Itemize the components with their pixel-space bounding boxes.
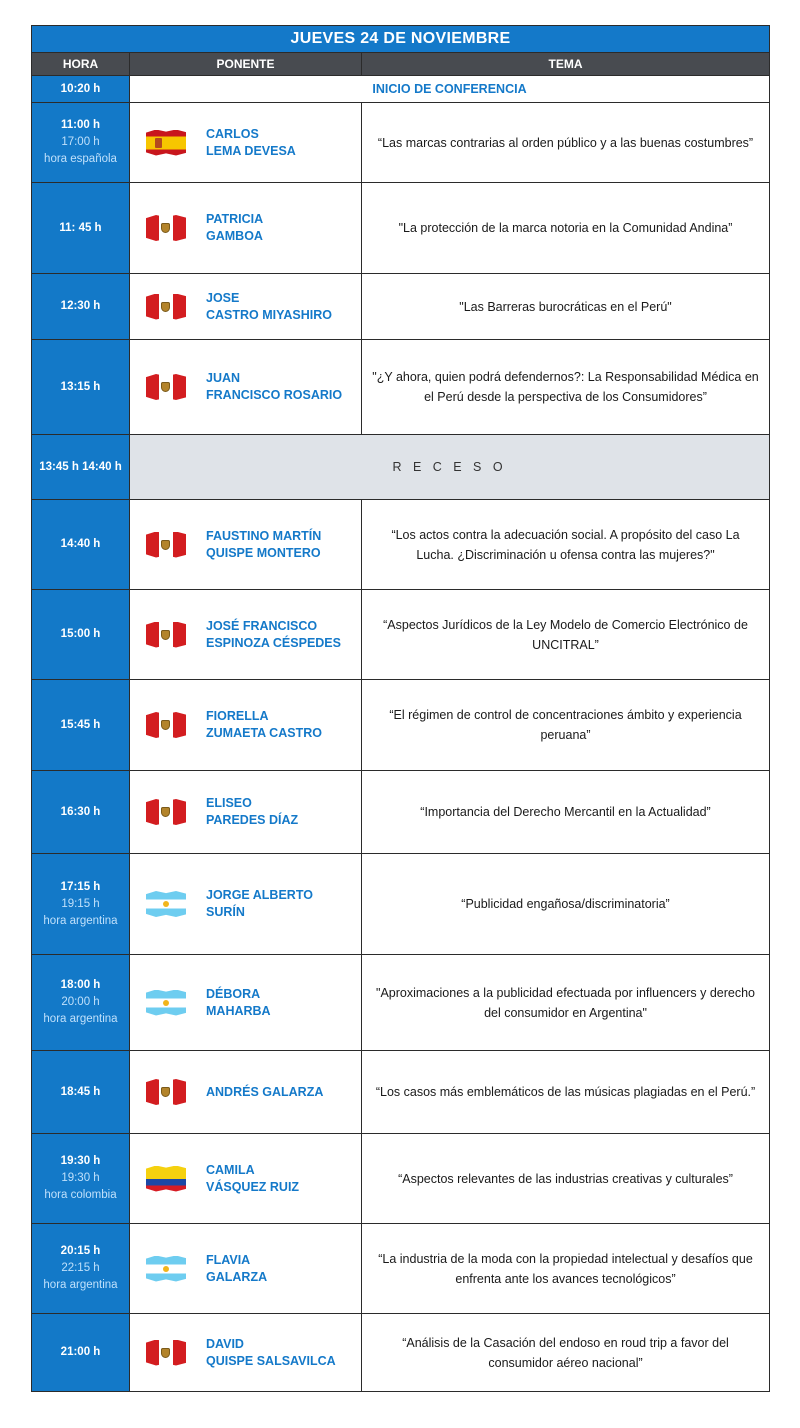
speaker-cell — [130, 854, 362, 955]
local-time-label: hora colombia — [44, 1189, 117, 1201]
local-time: 19:15 h — [61, 897, 100, 910]
speaker-name — [206, 290, 332, 324]
time-main: 12:30 h — [60, 300, 101, 312]
local-time-label: hora argentina — [43, 914, 118, 927]
speaker-cell — [130, 955, 362, 1051]
argentina-flag-icon — [146, 1256, 186, 1282]
topic-cell: "Aproximaciones a la publicidad efectuada por influencers y derecho del consumidor en Argentina" — [362, 955, 770, 1051]
time-cell — [32, 183, 130, 274]
topic-cell: “Análisis de la Casación del endoso en roud trip a favor del consumidor aéreo nacional” — [362, 1314, 770, 1392]
break-label: R E C E S O — [130, 435, 770, 500]
argentina-flag-icon — [146, 891, 186, 917]
time-cell — [32, 680, 130, 771]
inicio-label: INICIO DE CONFERENCIA — [130, 76, 770, 103]
speaker-first-name: PATRICIA — [206, 212, 264, 226]
schedule-row — [32, 854, 770, 955]
speaker-first-name: FIORELLA — [206, 709, 269, 723]
peru-flag-icon — [146, 374, 186, 400]
speaker-cell — [130, 500, 362, 590]
time-cell: 10:20 h — [32, 76, 130, 103]
time-cell — [32, 500, 130, 590]
speaker-first-name: ANDRÉS GALARZA — [206, 1084, 324, 1099]
speaker-last-name: CASTRO MIYASHIRO — [206, 307, 332, 322]
colombia-flag-icon — [146, 1166, 186, 1192]
speaker-cell — [130, 340, 362, 435]
time-cell — [32, 590, 130, 680]
topic-cell: “Aspectos relevantes de las industrias creativas y culturales” — [362, 1134, 770, 1224]
peru-flag-icon — [146, 712, 186, 738]
speaker-cell — [130, 1224, 362, 1314]
time-cell — [32, 1134, 130, 1224]
topic-cell: “Las marcas contrarias al orden público y a las buenas costumbres” — [362, 103, 770, 183]
schedule-row — [32, 274, 770, 340]
speaker-last-name: SURÍN — [206, 905, 245, 919]
local-time-label: hora española — [44, 153, 117, 165]
speaker-cell — [130, 590, 362, 680]
speaker-last-name: ESPINOZA CÉSPEDES — [206, 635, 341, 650]
speaker-cell — [130, 274, 362, 340]
speaker-first-name: ELISEO — [206, 796, 252, 810]
schedule-row — [32, 590, 770, 680]
local-time: 19:30 h — [61, 1172, 100, 1184]
speaker-last-name: QUISPE MONTERO — [206, 545, 321, 560]
speaker-last-name: PAREDES DÍAZ — [206, 813, 299, 827]
schedule-row — [32, 771, 770, 854]
local-time: 22:15 h — [61, 1262, 100, 1274]
speaker-name — [206, 1162, 299, 1196]
speaker-cell — [130, 680, 362, 771]
speaker-name — [206, 126, 296, 160]
peru-flag-icon — [146, 294, 186, 320]
speaker-cell — [130, 771, 362, 854]
time-main: 15:00 h — [60, 628, 101, 640]
time-cell — [32, 103, 130, 183]
topic-cell: “Los casos más emblemáticos de las músicas plagiadas en el Perú.” — [362, 1051, 770, 1134]
time-main: 13:15 h — [60, 380, 101, 393]
schedule-row — [32, 1314, 770, 1392]
time-main: 20:15 h — [60, 1245, 101, 1257]
topic-cell: "Las Barreras burocráticas en el Perú" — [362, 274, 770, 340]
local-time-label: hora argentina — [43, 1013, 118, 1025]
time-cell — [32, 854, 130, 955]
spain-flag-icon — [146, 130, 186, 156]
time-main: 11: 45 h — [59, 221, 102, 234]
speaker-last-name: MAHARBA — [206, 1003, 271, 1018]
speaker-first-name: JOSÉ FRANCISCO — [206, 618, 318, 633]
schedule-row — [32, 103, 770, 183]
schedule-row — [32, 1224, 770, 1314]
speaker-name — [206, 211, 263, 245]
speaker-name — [206, 887, 313, 921]
speaker-name — [206, 1084, 323, 1101]
time-cell — [32, 340, 130, 435]
time-cell: 13:45 h 14:40 h — [32, 435, 130, 500]
schedule-table — [31, 25, 770, 1392]
speaker-first-name: FAUSTINO MARTÍN — [206, 528, 322, 543]
column-header-hora: HORA — [32, 53, 130, 76]
time-main: 16:30 h — [60, 805, 101, 818]
speaker-last-name: VÁSQUEZ RUIZ — [206, 1179, 300, 1194]
speaker-cell — [130, 1314, 362, 1392]
speaker-first-name: CARLOS — [206, 126, 259, 141]
speaker-last-name: GAMBOA — [206, 229, 263, 243]
topic-cell: “Los actos contra la adecuación social. A propósito del caso La Lucha. ¿Discriminación u ofensa contra las mujeres?" — [362, 500, 770, 590]
speaker-last-name: GALARZA — [206, 1269, 268, 1284]
local-time: 20:00 h — [61, 996, 100, 1008]
speaker-last-name: FRANCISCO ROSARIO — [206, 388, 343, 402]
peru-flag-icon — [146, 799, 186, 825]
peru-flag-icon — [146, 215, 186, 241]
speaker-last-name: LEMA DEVESA — [206, 143, 296, 158]
speaker-first-name: JUAN — [206, 371, 241, 385]
speaker-first-name: JOSE — [206, 290, 240, 305]
speaker-cell — [130, 183, 362, 274]
speaker-cell — [130, 103, 362, 183]
peru-flag-icon — [146, 622, 186, 648]
time-main: 19:30 h — [60, 1155, 101, 1167]
schedule-row — [32, 1051, 770, 1134]
speaker-name — [206, 795, 298, 829]
time-main: 11:00 h — [61, 119, 100, 131]
schedule-row — [32, 1134, 770, 1224]
schedule-title: JUEVES 24 DE NOVIEMBRE — [32, 26, 770, 53]
peru-flag-icon — [146, 1340, 186, 1366]
time-cell — [32, 771, 130, 854]
speaker-last-name: QUISPE SALSAVILCA — [206, 1353, 336, 1368]
speaker-first-name: DÉBORA — [206, 986, 261, 1001]
peru-flag-icon — [146, 532, 186, 558]
topic-cell: “El régimen de control de concentraciones ámbito y experiencia peruana” — [362, 680, 770, 771]
speaker-first-name: FLAVIA — [206, 1252, 251, 1267]
speaker-first-name: DAVID — [206, 1336, 244, 1351]
time-main: 15:45 h — [60, 718, 101, 731]
topic-cell: "¿Y ahora, quien podrá defendernos?: La Responsabilidad Médica en el Perú desde la perspectiva de los Consumidores” — [362, 340, 770, 435]
column-header-tema: TEMA — [362, 53, 770, 76]
speaker-cell — [130, 1051, 362, 1134]
speaker-last-name: ZUMAETA CASTRO — [206, 726, 322, 740]
schedule-table-container — [31, 25, 769, 1392]
argentina-flag-icon — [146, 990, 186, 1016]
speaker-first-name: JORGE ALBERTO — [206, 888, 313, 902]
schedule-row — [32, 500, 770, 590]
time-main: 14:40 h — [60, 538, 101, 550]
column-header-ponente: PONENTE — [130, 53, 362, 76]
schedule-row — [32, 955, 770, 1051]
break-row — [32, 435, 770, 500]
speaker-name — [206, 528, 321, 562]
topic-cell: “La industria de la moda con la propiedad intelectual y desafíos que enfrenta ante los avances tecnológicos” — [362, 1224, 770, 1314]
speaker-name — [206, 618, 341, 652]
speaker-first-name: CAMILA — [206, 1162, 255, 1177]
inicio-row — [32, 76, 770, 103]
topic-cell: “Importancia del Derecho Mercantil en la Actualidad” — [362, 771, 770, 854]
local-time-label: hora argentina — [43, 1279, 118, 1291]
topic-cell: “Publicidad engañosa/discriminatoria” — [362, 854, 770, 955]
topic-cell: "La protección de la marca notoria en la Comunidad Andina” — [362, 183, 770, 274]
speaker-name — [206, 1336, 336, 1370]
speaker-name — [206, 370, 342, 404]
speaker-name — [206, 986, 271, 1020]
time-cell — [32, 1314, 130, 1392]
schedule-row — [32, 340, 770, 435]
speaker-name — [206, 1252, 267, 1286]
local-time: 17:00 h — [61, 136, 100, 148]
time-cell — [32, 1051, 130, 1134]
time-main: 18:45 h — [60, 1085, 101, 1098]
column-header-row — [32, 53, 770, 76]
time-cell — [32, 955, 130, 1051]
time-main: 17:15 h — [60, 880, 101, 893]
speaker-cell — [130, 1134, 362, 1224]
peru-flag-icon — [146, 1079, 186, 1105]
time-cell — [32, 274, 130, 340]
topic-cell: “Aspectos Jurídicos de la Ley Modelo de Comercio Electrónico de UNCITRAL” — [362, 590, 770, 680]
schedule-body — [32, 76, 770, 1392]
time-main: 18:00 h — [60, 979, 101, 991]
schedule-row — [32, 183, 770, 274]
time-main: 21:00 h — [60, 1346, 101, 1358]
schedule-row — [32, 680, 770, 771]
time-cell — [32, 1224, 130, 1314]
speaker-name — [206, 708, 322, 742]
